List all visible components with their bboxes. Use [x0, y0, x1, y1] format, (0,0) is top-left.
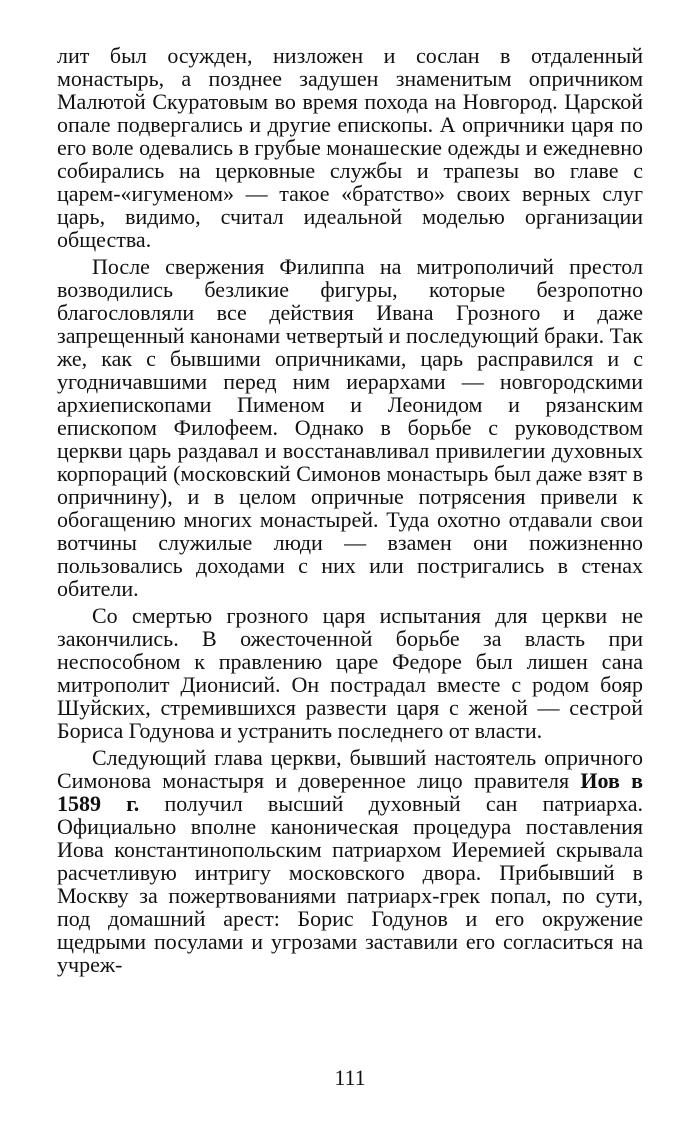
paragraph-2 — [57, 255, 643, 600]
paragraph-4-text-start: Следующий глава церкви, бывший настоятель опричного Симонова монастыря и доверенное лицо правителя — [57, 745, 643, 793]
paragraph-4-bold-term: Иов в 1589 г. — [57, 768, 644, 816]
page-body — [57, 44, 643, 976]
paragraph-3-text: Со смертью грозного царя испытания для церкви не закончились. В ожесточенной борьбе за власть при неспособном к правлению царе Федоре был лишен сана митрополит Дионисий. Он пострадал вместе с родом бояр Шуйских, стремившихся развести царя с женой — сестрой Бориса Годунова и устранить последнего от власти. — [57, 603, 643, 743]
paragraph-3 — [57, 604, 643, 742]
paragraph-4 — [57, 746, 643, 976]
paragraph-4-text-end: получил высший духовный сан патриарха. Официально вполне каноническая процедура поставления Иова константинопольским патриархом Иеремией скрывала расчетливую интригу московского двора. Прибывший в Москву за пожертвованиями патриарх-грек попал, по сути, под домашний арест: Борис Годунов и его окружение щедрыми посулами и угрозами заставили его согласиться на учреж- — [57, 791, 643, 977]
paragraph-1 — [57, 44, 643, 251]
paragraph-2-text: После свержения Филиппа на митрополичий престол возводились безликие фигуры, которые безропотно благословляли все действия Ивана Грозного и даже запрещенный канонами четвертый и последующий браки. Так же, как с бывшими опричниками, царь расправился и с угодничавшими перед ним иерархами — новгородскими архиепископами Пименом и Леонидом и рязанским епископом Филофеем. Однако в борьбе с руководством церкви царь раздавал и восстанавливал привилегии духовных корпораций (московский Симонов монастырь был даже взят в опричнину), и в целом опричные потрясения привели к обогащению многих монастырей. Туда охотно отдавали свои вотчины служилые люди — взамен они пожизненно пользовались доходами с них или постригались в стенах обители. — [57, 254, 643, 601]
page-number: 111 — [334, 1065, 366, 1090]
paragraph-1-text: лит был осужден, низложен и сослан в отдаленный монастырь, а позднее задушен знаменитым опричником Малютой Скуратовым во время похода на Новгород. Царской опале подвергались и другие епископы. А опричники царя по его воле одевались в грубые монашеские одежды и ежедневно собирались на церковные службы и трапезы во главе с царем-«игуменом» — такое «братство» своих верных слуг царь, видимо, считал идеальной моделью организации общества. — [57, 43, 643, 252]
